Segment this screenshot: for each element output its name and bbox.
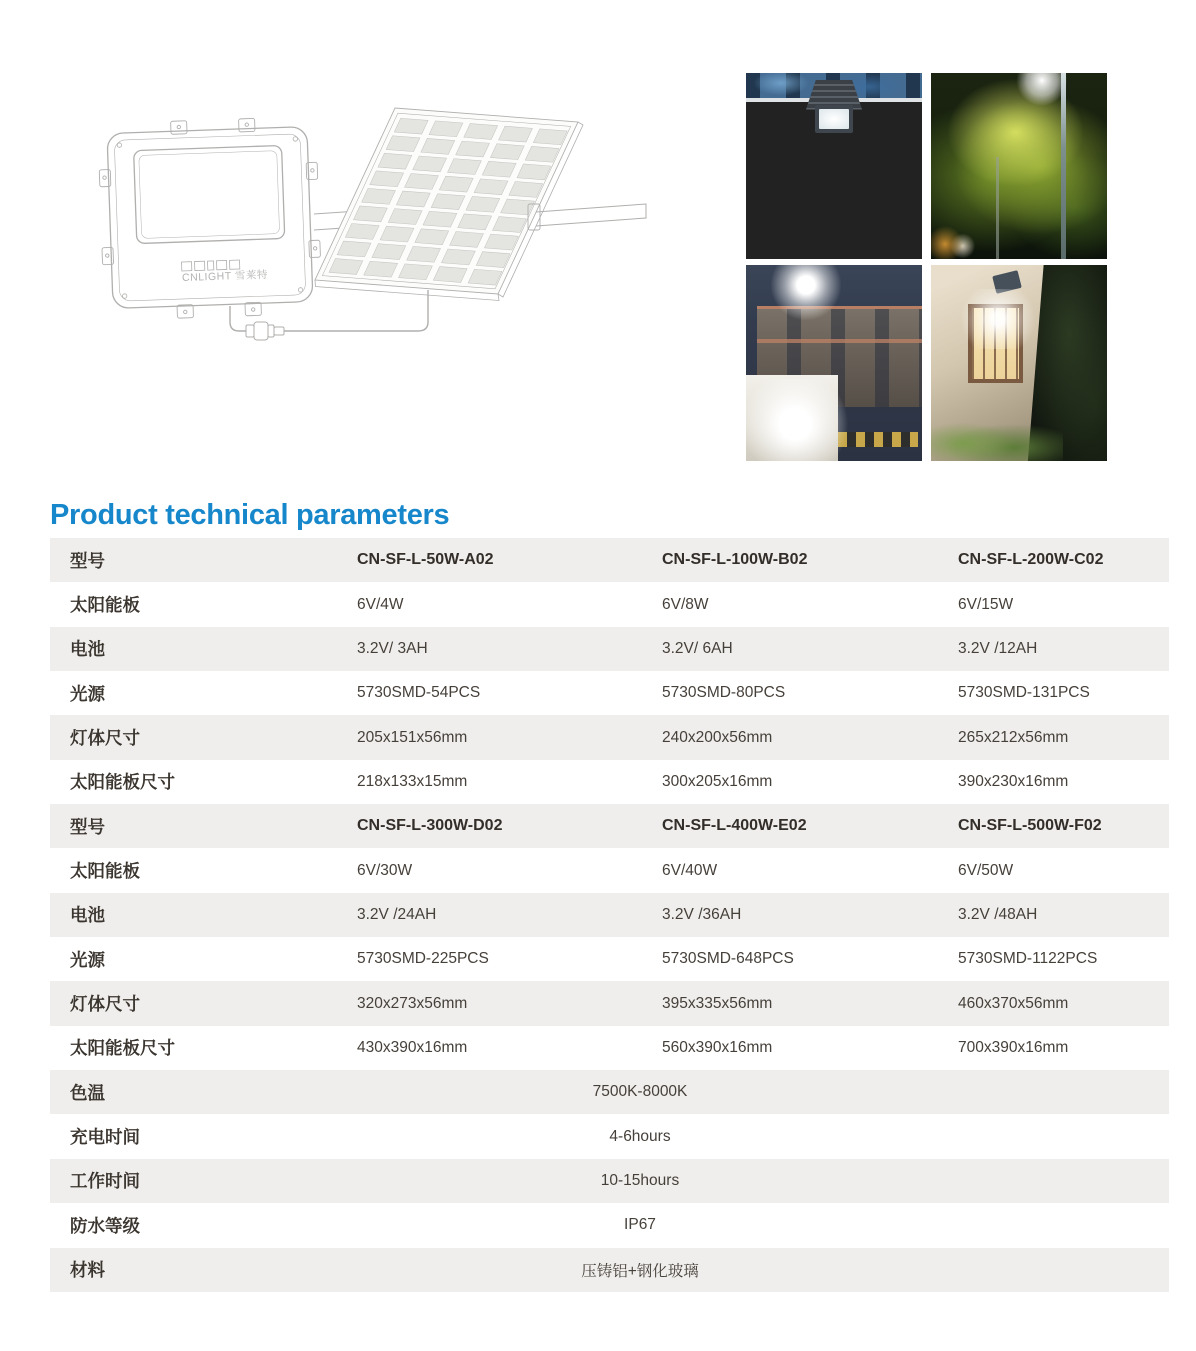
cell-value: 6V/4W [357,595,404,613]
cell-value: 6V/30W [357,861,413,879]
merged-cell [307,1083,1169,1101]
row-label: 灯体尺寸 [70,994,140,1015]
gate-light-flare [746,379,850,461]
cell-value: 6V/50W [958,861,1014,879]
table-row [50,1114,1169,1158]
cell-value: 6V/40W [662,861,718,879]
solar-panel [315,108,578,294]
row-label: 型号 [70,816,105,837]
photo-tree-lit-at-night [931,73,1107,259]
table-row [50,760,1169,804]
cell-value: CN-SF-L-400W-E02 [662,817,807,835]
row-label: 太阳能板尺寸 [70,772,175,793]
row-label: 防水等级 [70,1215,140,1236]
photo-floodlight-on-wall-at-dusk [746,73,922,259]
table-row [50,981,1169,1025]
cell-value: 700x390x16mm [958,1038,1069,1056]
cell-value: 205x151x56mm [357,728,468,746]
row-label: 色温 [70,1082,105,1103]
merged-cell [307,1259,1169,1281]
table-row [50,848,1169,892]
cell-value: CN-SF-L-300W-D02 [357,817,503,835]
product-line-drawing [88,68,698,408]
cell-value: 5730SMD-80PCS [662,684,786,702]
cell-value: 3.2V /36AH [662,905,742,923]
photo-factory-at-night [746,265,922,461]
spec-table [50,538,1169,1292]
table-row [50,1070,1169,1114]
cell-value: 5730SMD-1122PCS [958,950,1098,968]
cell-value: 3.2V /24AH [357,905,437,923]
table-row [50,937,1169,981]
merged-cell [307,1128,1169,1146]
floodlight-flare [958,289,1038,349]
table-row [50,1203,1169,1247]
cell-value: 218x133x15mm [357,772,468,790]
merged-cell [307,1172,1169,1190]
cell-value: 5730SMD-648PCS [662,950,794,968]
row-label: 光源 [70,683,105,704]
cell-value: 560x390x16mm [662,1038,773,1056]
cell-value: 240x200x56mm [662,728,773,746]
cell-value: CN-SF-L-100W-B02 [662,551,808,569]
table-row [50,715,1169,759]
table-row [50,671,1169,715]
table-row [50,538,1169,582]
row-label: 型号 [70,550,105,571]
cell-value: 3.2V /12AH [958,639,1038,657]
light-pole-thin [996,157,999,259]
cell-value: CN-SF-L-500W-F02 [958,817,1102,835]
page-title: Product technical parameters [50,499,450,532]
row-label: 太阳能板尺寸 [70,1038,175,1059]
cell-value: CN-SF-L-50W-A02 [357,551,494,569]
merged-value: IP67 [624,1216,656,1234]
table-row [50,1026,1169,1070]
row-label: 充电时间 [70,1127,140,1148]
cell-value: 390x230x16mm [958,772,1069,790]
cell-value: 460x370x56mm [958,994,1069,1012]
cell-value: 5730SMD-225PCS [357,950,489,968]
panel-arm [536,204,646,226]
light-pole [1061,73,1066,259]
table-row [50,627,1169,671]
floodlight-flare [771,265,841,320]
row-label: 太阳能板 [70,861,140,882]
row-label: 电池 [70,905,105,926]
merged-cell [307,1216,1169,1234]
row-label: 灯体尺寸 [70,728,140,749]
row-label: 光源 [70,949,105,970]
table-row [50,893,1169,937]
table-row [50,804,1169,848]
row-label: 工作时间 [70,1171,140,1192]
photo-house-wall-at-night [931,265,1107,461]
cell-value: 3.2V/ 6AH [662,639,733,657]
cell-value: 3.2V /48AH [958,905,1038,923]
table-row [50,1159,1169,1203]
cell-value: CN-SF-L-200W-C02 [958,551,1104,569]
floodlight-fixture [815,105,853,133]
table-row [50,582,1169,626]
shrubs [931,422,1063,461]
floodlight-drawing [98,116,323,320]
cell-value: 5730SMD-131PCS [958,684,1090,702]
cell-value: 430x390x16mm [357,1038,468,1056]
brand-text: CNLIGHT 雪莱特 [181,269,269,285]
cell-value: 395x335x56mm [662,994,773,1012]
cell-value: 320x273x56mm [357,994,468,1012]
photo-grid [746,73,1107,461]
row-label: 电池 [70,639,105,660]
cell-value: 6V/15W [958,595,1014,613]
cable-connector [246,322,284,340]
cell-value: 3.2V/ 3AH [357,639,428,657]
merged-value: 7500K-8000K [592,1083,688,1101]
cell-value: 265x212x56mm [958,728,1069,746]
row-label: 材料 [70,1260,105,1281]
merged-value: 压铸铝+钢化玻璃 [581,1262,699,1280]
cell-value: 5730SMD-54PCS [357,684,481,702]
cell-value: 300x205x16mm [662,772,773,790]
merged-value: 4-6hours [609,1127,671,1145]
row-label: 太阳能板 [70,595,140,616]
merged-value: 10-15hours [600,1171,680,1189]
table-row [50,1248,1169,1292]
cell-value: 6V/8W [662,595,709,613]
